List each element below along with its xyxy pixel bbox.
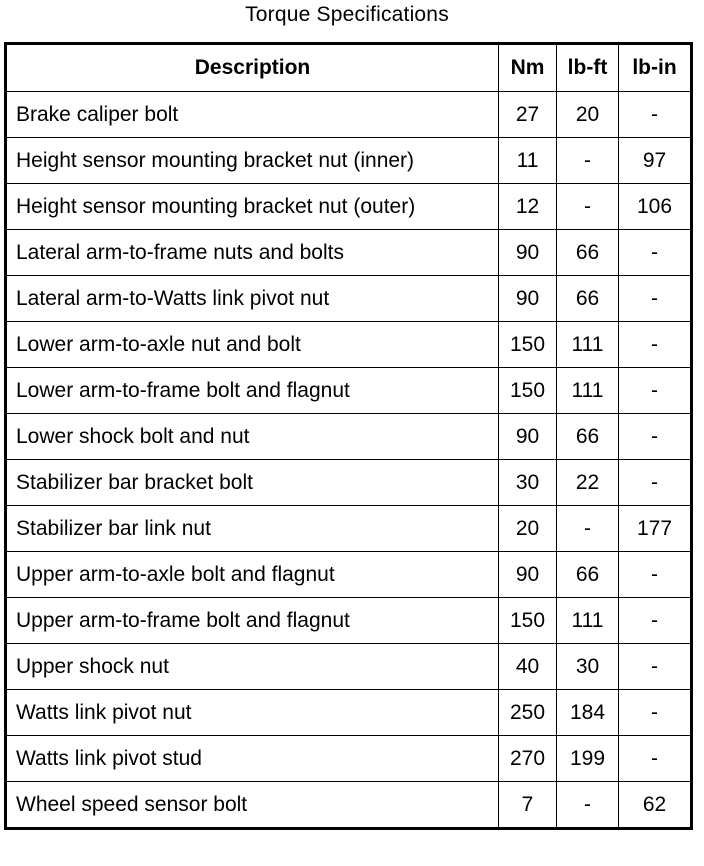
- cell-description: Height sensor mounting bracket nut (inner): [6, 138, 499, 184]
- cell-lb-ft: 66: [557, 414, 619, 460]
- cell-description: Stabilizer bar link nut: [6, 506, 499, 552]
- cell-nm: 90: [499, 230, 557, 276]
- table-row: [6, 506, 692, 552]
- table-row: [6, 322, 692, 368]
- cell-lb-ft: 20: [557, 92, 619, 138]
- header-lb-ft: lb-ft: [557, 44, 619, 92]
- cell-nm: 150: [499, 368, 557, 414]
- cell-lb-in: -: [619, 368, 692, 414]
- cell-nm: 7: [499, 782, 557, 829]
- cell-lb-ft: 111: [557, 368, 619, 414]
- cell-description: Lower arm-to-frame bolt and flagnut: [6, 368, 499, 414]
- cell-lb-in: -: [619, 736, 692, 782]
- header-description: Description: [6, 44, 499, 92]
- cell-lb-ft: 30: [557, 644, 619, 690]
- cell-nm: 270: [499, 736, 557, 782]
- cell-lb-ft: 111: [557, 598, 619, 644]
- cell-description: Stabilizer bar bracket bolt: [6, 460, 499, 506]
- table-row: [6, 736, 692, 782]
- cell-nm: 90: [499, 552, 557, 598]
- cell-lb-ft: -: [557, 506, 619, 552]
- cell-description: Height sensor mounting bracket nut (outer): [6, 184, 499, 230]
- cell-nm: 250: [499, 690, 557, 736]
- table-row: [6, 644, 692, 690]
- cell-description: Brake caliper bolt: [6, 92, 499, 138]
- cell-lb-in: 177: [619, 506, 692, 552]
- cell-lb-in: -: [619, 322, 692, 368]
- cell-nm: 90: [499, 414, 557, 460]
- cell-lb-ft: -: [557, 184, 619, 230]
- cell-description: Lower shock bolt and nut: [6, 414, 499, 460]
- table-row: [6, 552, 692, 598]
- torque-spec-table: [4, 42, 693, 830]
- cell-nm: 90: [499, 276, 557, 322]
- cell-lb-in: -: [619, 414, 692, 460]
- cell-lb-in: -: [619, 276, 692, 322]
- cell-nm: 27: [499, 92, 557, 138]
- table-body: [6, 92, 692, 829]
- cell-description: Watts link pivot stud: [6, 736, 499, 782]
- table-row: [6, 598, 692, 644]
- cell-description: Wheel speed sensor bolt: [6, 782, 499, 829]
- cell-lb-ft: 66: [557, 276, 619, 322]
- cell-lb-ft: 199: [557, 736, 619, 782]
- cell-nm: 12: [499, 184, 557, 230]
- cell-lb-ft: -: [557, 138, 619, 184]
- cell-description: Upper arm-to-axle bolt and flagnut: [6, 552, 499, 598]
- cell-lb-in: -: [619, 92, 692, 138]
- cell-lb-ft: 66: [557, 230, 619, 276]
- table-row: [6, 184, 692, 230]
- cell-nm: 150: [499, 598, 557, 644]
- cell-lb-ft: -: [557, 782, 619, 829]
- cell-description: Lateral arm-to-frame nuts and bolts: [6, 230, 499, 276]
- cell-nm: 11: [499, 138, 557, 184]
- cell-lb-in: -: [619, 552, 692, 598]
- table-row: [6, 690, 692, 736]
- cell-nm: 30: [499, 460, 557, 506]
- cell-lb-ft: 184: [557, 690, 619, 736]
- cell-lb-in: 97: [619, 138, 692, 184]
- cell-nm: 40: [499, 644, 557, 690]
- cell-description: Watts link pivot nut: [6, 690, 499, 736]
- page-title: Torque Specifications: [245, 3, 449, 26]
- cell-lb-ft: 66: [557, 552, 619, 598]
- header-nm: Nm: [499, 44, 557, 92]
- cell-lb-ft: 22: [557, 460, 619, 506]
- cell-lb-in: -: [619, 690, 692, 736]
- cell-lb-in: -: [619, 598, 692, 644]
- table-row: [6, 276, 692, 322]
- table-row: [6, 460, 692, 506]
- header-lb-in: lb-in: [619, 44, 692, 92]
- cell-lb-ft: 111: [557, 322, 619, 368]
- cell-lb-in: 106: [619, 184, 692, 230]
- cell-nm: 150: [499, 322, 557, 368]
- cell-lb-in: -: [619, 460, 692, 506]
- table-row: [6, 138, 692, 184]
- table-row: [6, 92, 692, 138]
- cell-lb-in: -: [619, 644, 692, 690]
- table-row: [6, 230, 692, 276]
- cell-lb-in: -: [619, 230, 692, 276]
- table-row: [6, 368, 692, 414]
- cell-nm: 20: [499, 506, 557, 552]
- header-row: [6, 44, 692, 92]
- cell-lb-in: 62: [619, 782, 692, 829]
- table-row: [6, 414, 692, 460]
- cell-description: Upper arm-to-frame bolt and flagnut: [6, 598, 499, 644]
- cell-description: Lower arm-to-axle nut and bolt: [6, 322, 499, 368]
- cell-description: Lateral arm-to-Watts link pivot nut: [6, 276, 499, 322]
- table-header: [6, 44, 692, 92]
- table-row: [6, 782, 692, 829]
- cell-description: Upper shock nut: [6, 644, 499, 690]
